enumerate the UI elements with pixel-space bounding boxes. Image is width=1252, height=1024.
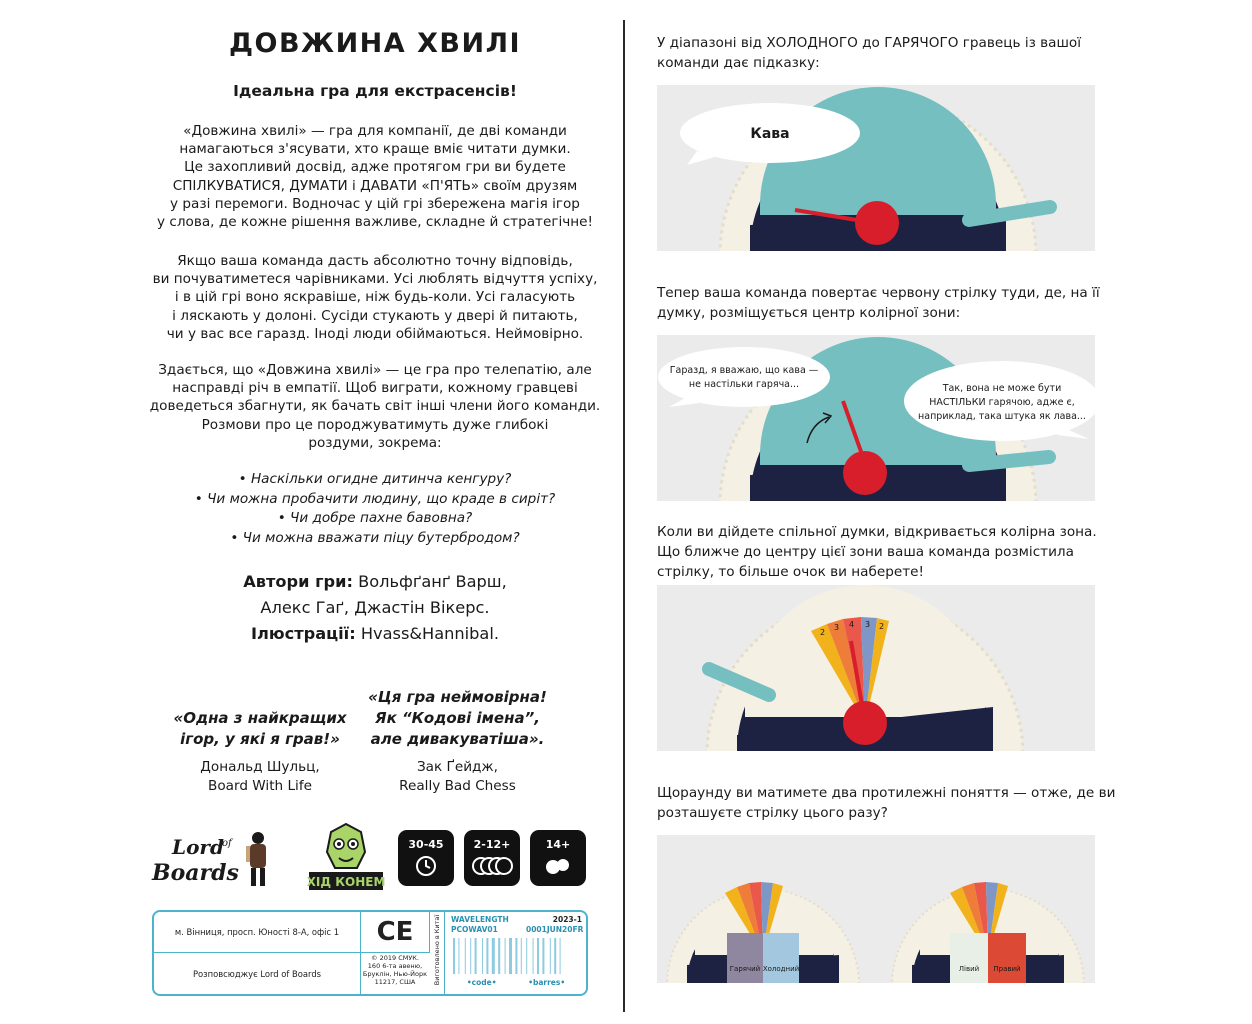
players-value: 2-12+ <box>473 838 511 851</box>
players-badge <box>464 830 520 886</box>
empathy-paragraph <box>140 361 610 452</box>
list-item: • Чи можна пробачити людину, що краде в сиріт? <box>194 490 556 507</box>
text-line: СПІЛКУВАТИСЯ, ДУМАТИ і ДАВАТИ «П'ЯТЬ» своїм друзям <box>172 177 578 194</box>
list-item: • Чи добре пахне бавовна? <box>277 510 473 526</box>
bubble-text-line: наприклад, така штука як лава... <box>918 411 1086 422</box>
text-line: У діапазоні від ХОЛОДНОГО до ГАРЯЧОГО гравець із вашої <box>657 35 1082 51</box>
card-left-label: Лівий <box>958 965 980 973</box>
card-right-label: Холодний <box>762 965 800 973</box>
text-line: насправді річ в емпатії. Щоб виграти, кожному гравцеві <box>172 380 578 397</box>
step4-text <box>657 783 1116 823</box>
players-icon <box>464 855 520 877</box>
clock-icon <box>398 855 454 877</box>
score-label: 2 <box>879 622 885 631</box>
illustration-reveal <box>657 585 1095 751</box>
svg-text:ХІД КОНЕМ: ХІД КОНЕМ <box>306 875 386 889</box>
success-paragraph <box>140 252 610 343</box>
intro-paragraph <box>140 122 610 231</box>
barcode-caption: •code• •barres• <box>466 978 566 987</box>
svg-text:Boards: Boards <box>152 860 239 886</box>
score-label: 3 <box>834 623 840 632</box>
text-line: ви почуватиметеся чарівниками. Усі люблять відчуття успіху, <box>152 271 598 288</box>
quote-schultz <box>150 708 370 796</box>
illustration-clue <box>657 85 1095 251</box>
list-item: • Наскільки огидне дитинча кенгуру? <box>238 471 512 487</box>
text-line: Розмови про це породжуватимуть дуже глибокі <box>201 416 549 433</box>
score-label: 3 <box>865 620 871 629</box>
text-line: намагаються з'ясувати, хто краще вміє читати думки. <box>179 141 571 158</box>
quote-source: Board With Life <box>208 778 312 794</box>
text-line: чи у вас все гаразд. Іноді люди обіймаються. Неймовірно. <box>166 325 584 342</box>
credits <box>150 569 600 647</box>
quote-gage <box>345 687 570 796</box>
text-line: думку, розміщується центр колірної зони: <box>657 305 961 321</box>
score-label: 2 <box>820 628 826 637</box>
quote-author: Дональд Шульц, <box>200 759 320 775</box>
text-line: команди дає підказку: <box>657 55 820 71</box>
authors-line-1: Вольфґанґ Варш, <box>358 572 507 591</box>
column-divider <box>623 20 625 1012</box>
quote-line: «Одна з найкращих <box>173 709 347 727</box>
quote-line: але дивакуватіша». <box>370 730 545 748</box>
illustrations-label: Ілюстрації: <box>251 624 356 643</box>
bubble-text-line: Так, вона не може бути <box>942 383 1062 394</box>
text-line: стрілку, то більше очок ви наберете! <box>657 564 924 580</box>
distributor: Розповсюджує Lord of Boards <box>154 953 361 994</box>
batch-code: 2023-1 0001JUN20FR <box>526 915 584 934</box>
page-title: ДОВЖИНА ХВИЛІ <box>228 28 522 59</box>
text-line: і в цій грі воно яскравіше, ніж будь-коли. Усі галасують <box>174 289 576 306</box>
question-list <box>140 470 610 548</box>
play-time-value: 30-45 <box>408 838 444 851</box>
subtitle: Ідеальна гра для екстрасенсів! <box>233 82 517 100</box>
dial-hot-cold <box>667 882 859 983</box>
text-line: Коли ви дійдете спільної думки, відкривається колірна зона. <box>657 524 1097 540</box>
text-line: розташуєте стрілку цього разу? <box>657 805 888 821</box>
legal-info-box <box>152 910 588 996</box>
quote-source: Really Bad Chess <box>399 778 516 794</box>
illustration-two-dials <box>657 835 1095 983</box>
svg-text:Lord: Lord <box>172 835 224 859</box>
text-line: роздуми, зокрема: <box>308 434 442 451</box>
play-time-badge <box>398 830 454 886</box>
clue-bubble-text: Кава <box>750 126 790 142</box>
text-line: Щораунду ви матимете два протилежні поняття — отже, де ви <box>657 785 1116 801</box>
illustration-discussion <box>657 335 1095 501</box>
card-right-label: Правий <box>993 965 1021 973</box>
text-line: доведеться збагнути, як бачать світ інші члени його команди. <box>149 398 601 415</box>
text-line: «Довжина хвилі» — гра для компанії, де дві команди <box>183 123 567 139</box>
text-line: у слова, де кожне рішення важливе, складне й стратегічне! <box>157 214 593 231</box>
age-value: 14+ <box>545 838 571 851</box>
card-left-label: Гарячий <box>729 965 761 973</box>
barcode <box>451 938 581 974</box>
text-line: і ляскають у долоні. Сусіди стукають у двері й питають, <box>172 307 578 324</box>
svg-text:of: of <box>222 838 232 849</box>
step2-text <box>657 283 1100 323</box>
quote-line: ігор, у які я грав!» <box>180 730 340 748</box>
text-line: Це захопливий досвід, адже протягом гри ви будете <box>184 159 566 176</box>
text-line: Тепер ваша команда повертає червону стрілку туди, де, на її <box>657 285 1100 301</box>
copyright-notice: © 2019 СМУК. 160 6-та авеню, Бруклін, Нью-Йорк 11217, США <box>362 954 428 986</box>
quote-author: Зак Ґейдж, <box>416 759 499 775</box>
product-code: WAVELENGTH PCOWAV01 <box>451 915 509 934</box>
publisher-address: м. Вінниця, просп. Юності 8-А, офіс 1 <box>154 912 361 953</box>
score-label: 4 <box>849 620 855 629</box>
heads-icon <box>530 855 586 877</box>
bubble-text-line: Гаразд, я вважаю, що кава — <box>669 365 819 376</box>
made-in-label: Виготовлено в Китаї <box>430 912 445 994</box>
age-badge <box>530 830 586 886</box>
bubble-text-line: НАСТІЛЬКИ гарячою, адже є, <box>929 397 1075 408</box>
step1-text <box>657 33 1097 73</box>
text-line: Що ближче до центру цієї зони ваша команда розмістила <box>657 544 1074 560</box>
step3-text <box>657 522 1097 582</box>
text-line: у разі перемоги. Водночас у цій грі збережена магія ігор <box>170 195 580 212</box>
list-item: • Чи можна вважати піцу бутербродом? <box>230 529 520 546</box>
text-line: Якщо ваша команда дасть абсолютно точну відповідь, <box>177 253 573 269</box>
lord-of-boards-logo <box>150 828 278 888</box>
authors-line-2: Алекс Гаґ, Джастін Вікерс. <box>260 598 490 617</box>
illustrators: Hvass&Hannibal. <box>360 624 499 643</box>
bubble-text-line: не настільки гаряча... <box>688 379 800 390</box>
ce-mark: CE <box>361 912 430 953</box>
quote-line: «Ця гра неймовірна! <box>368 688 547 706</box>
dial-left-right <box>892 882 1084 983</box>
khid-konem-logo <box>305 822 387 892</box>
authors-label: Автори гри: <box>243 572 353 591</box>
quote-line: Як “Кодові імена”, <box>375 709 540 727</box>
text-line: Здається, що «Довжина хвилі» — це гра про телепатію, але <box>158 362 592 378</box>
